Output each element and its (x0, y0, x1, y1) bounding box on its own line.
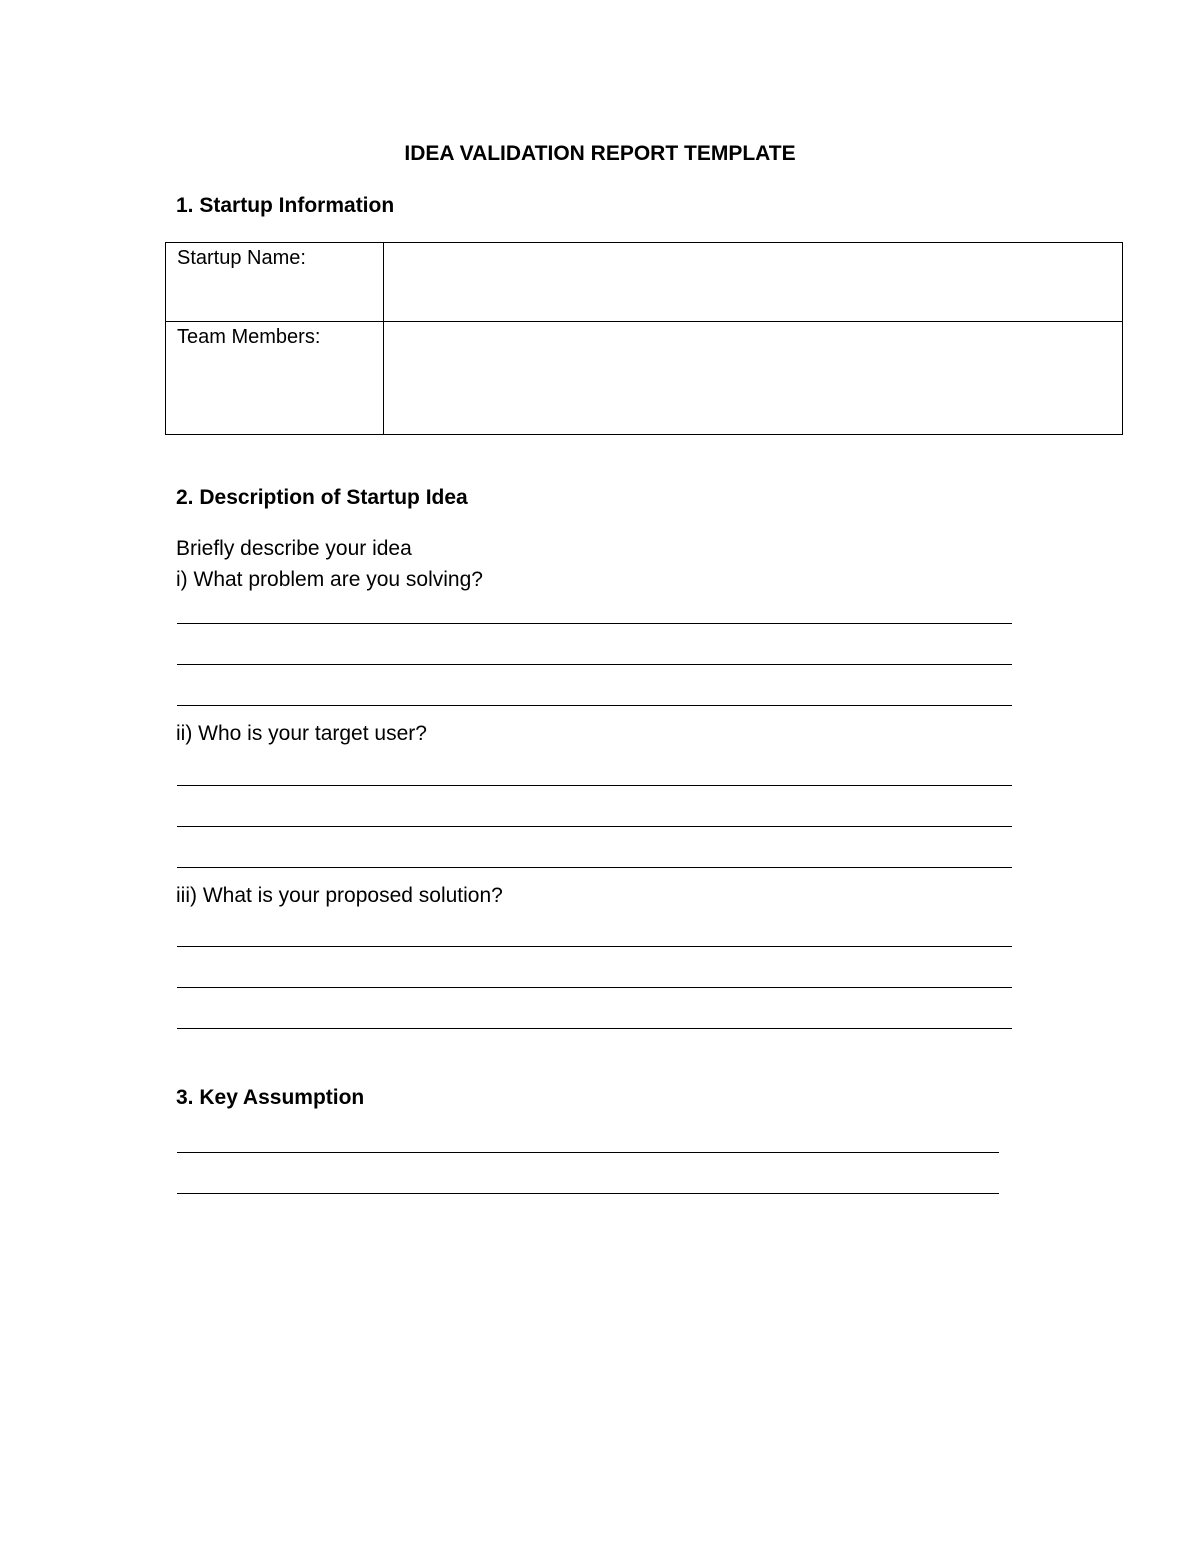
description-intro: Briefly describe your idea (176, 537, 412, 560)
answer-line-assumption-2[interactable] (177, 1193, 999, 1194)
document-title: IDEA VALIDATION REPORT TEMPLATE (404, 142, 796, 165)
section-heading-startup-information: 1. Startup Information (176, 194, 395, 217)
table-row-team-members (166, 322, 1123, 435)
answer-line-solution-3[interactable] (177, 1028, 1012, 1029)
question-target-user: ii) Who is your target user? (176, 722, 427, 745)
answer-line-assumption-1[interactable] (177, 1152, 999, 1153)
question-proposed-solution: iii) What is your proposed solution? (176, 884, 503, 907)
answer-line-problem-2[interactable] (177, 664, 1012, 665)
startup-name-label: Startup Name: (166, 243, 384, 322)
team-members-label: Team Members: (166, 322, 384, 435)
answer-line-target-user-1[interactable] (177, 785, 1012, 786)
startup-information-table (165, 242, 1123, 435)
startup-name-field[interactable] (384, 243, 1123, 322)
section-heading-description: 2. Description of Startup Idea (176, 486, 468, 509)
answer-line-target-user-3[interactable] (177, 867, 1012, 868)
answer-line-problem-1[interactable] (177, 623, 1012, 624)
team-members-field[interactable] (384, 322, 1123, 435)
answer-line-solution-1[interactable] (177, 946, 1012, 947)
table-row-startup-name (166, 243, 1123, 322)
question-problem: i) What problem are you solving? (176, 568, 483, 591)
answer-line-problem-3[interactable] (177, 705, 1012, 706)
answer-line-target-user-2[interactable] (177, 826, 1012, 827)
section-heading-key-assumption: 3. Key Assumption (176, 1086, 365, 1109)
answer-line-solution-2[interactable] (177, 987, 1012, 988)
